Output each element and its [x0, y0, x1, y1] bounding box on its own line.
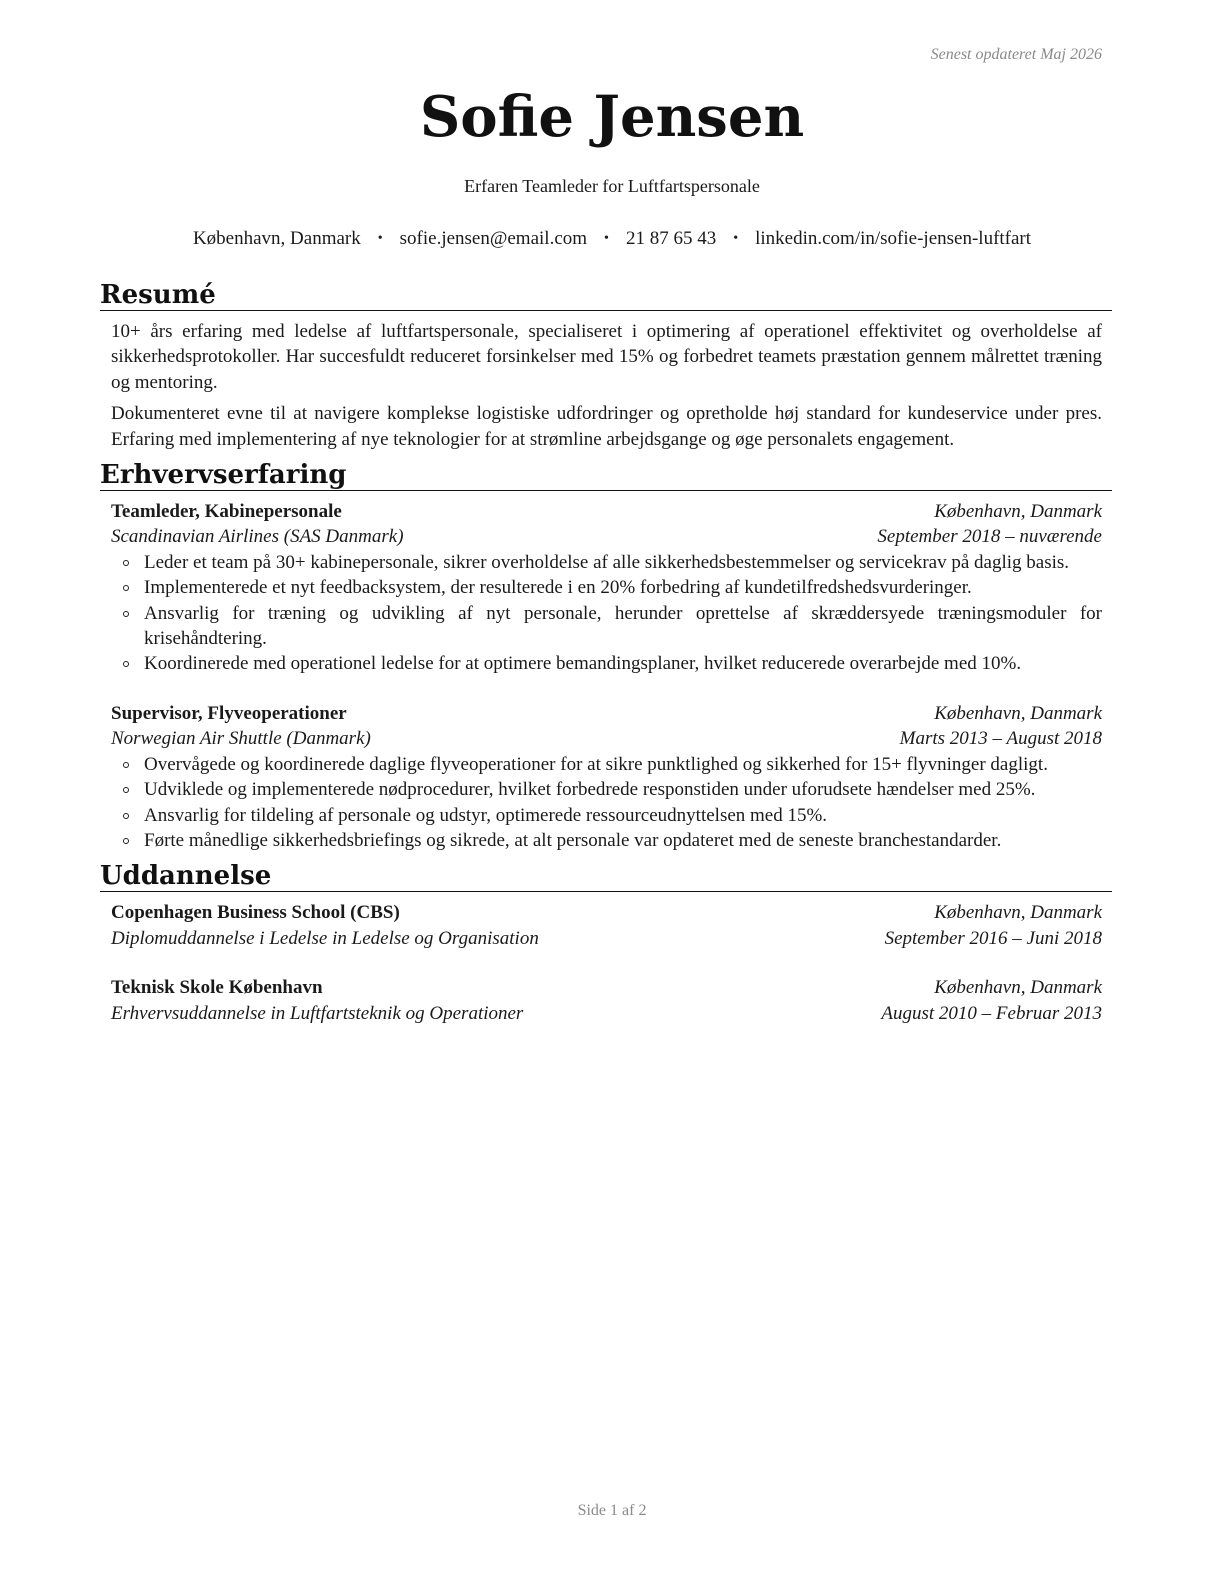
- bullet-item: Ansvarlig for tildeling af personale og udstyr, optimerede ressourceudnyttelsen med 15%.: [144, 803, 1102, 828]
- bullet-item: Ansvarlig for træning og udvikling af nyt personale, herunder oprettelse af skræddersyede træningsmoduler for krisehåndtering.: [144, 601, 1102, 652]
- job-bullets: [111, 550, 1102, 677]
- job-dates: September 2018 – nuværende: [877, 526, 1102, 548]
- last-updated: Senest opdateret Maj 2026: [930, 46, 1102, 63]
- contact-separator: •: [733, 231, 739, 246]
- school-name: Teknisk Skole København: [111, 977, 323, 999]
- page-number: Side 1 af 2: [577, 1502, 647, 1519]
- bullet-item: Implementerede et nyt feedbacksystem, der resulterede i en 20% forbedring af kundetilfredshedsvurderinger.: [144, 575, 1102, 600]
- school-location: København, Danmark: [934, 902, 1102, 924]
- bullet-item: Udviklede og implementerede nødprocedurer, hvilket forbedrede responstiden under uforudsete hændelser med 25%.: [144, 777, 1102, 802]
- contact-separator: •: [377, 231, 383, 246]
- resume-content: [100, 280, 1112, 1026]
- job-location: København, Danmark: [934, 702, 1102, 724]
- job-location: København, Danmark: [934, 501, 1102, 523]
- job-title: Teamleder, Kabinepersonale: [111, 501, 342, 523]
- education-entry: [111, 975, 1102, 1026]
- education-entry: [111, 900, 1102, 951]
- degree-name: Erhvervsuddannelse in Luftfartsteknik og Operationer: [111, 1002, 524, 1024]
- school-location: København, Danmark: [934, 977, 1102, 999]
- bullet-item: Leder et team på 30+ kabinepersonale, sikrer overholdelse af alle sikkerhedsbestemmelser og servicekrav på daglig basis.: [144, 550, 1102, 575]
- experience-entry: [111, 701, 1102, 853]
- experience-section: [100, 499, 1112, 853]
- summary-paragraph: 10+ års erfaring med ledelse af luftfartspersonale, specialiseret i optimering af operationel effektivitet og overholdelse af sikkerhedsprotokoller. Har succesfuldt reduceret forsinkelser med 15% og forbedret teamets præstation gennem målrettet træning og mentoring.: [111, 321, 1102, 393]
- contact-separator: •: [604, 231, 609, 246]
- summary-paragraph: Dokumenteret evne til at navigere komplekse logistiske udfordringer og opretholde høj standard for kundeservice under pres. Erfaring med implementering af nye teknologier for at strømline arbejdsgange og øge personalets engagement.: [111, 403, 1102, 450]
- job-bullets: [111, 752, 1102, 854]
- school-name: Copenhagen Business School (CBS): [111, 902, 400, 924]
- job-title: Supervisor, Flyveoperationer: [111, 702, 347, 724]
- bullet-item: Koordinerede med operationel ledelse for at optimere bemandingsplaner, hvilket reducerede overarbejde med 10%.: [144, 651, 1102, 676]
- contact-linkedin[interactable]: linkedin.com/in/sofie-jensen-luftfart: [755, 228, 1032, 249]
- section-title-experience: Erhvervserfaring: [100, 460, 1112, 491]
- education-section: [100, 900, 1112, 1026]
- job-dates: Marts 2013 – August 2018: [899, 728, 1102, 750]
- bullet-item: Førte månedlige sikkerhedsbriefings og sikrede, at alt personale var opdateret med de seneste branchestandarder.: [144, 828, 1102, 853]
- education-dates: August 2010 – Februar 2013: [881, 1002, 1102, 1024]
- section-title-education: Uddannelse: [100, 861, 1112, 892]
- candidate-headline: Erfaren Teamleder for Luftfartspersonale: [464, 176, 760, 196]
- contact-line: [0, 228, 1224, 250]
- contact-phone[interactable]: 21 87 65 43: [625, 228, 717, 249]
- job-employer: Norwegian Air Shuttle (Danmark): [111, 728, 371, 750]
- candidate-name: Sofie Jensen: [419, 84, 805, 150]
- bullet-item: Overvågede og koordinerede daglige flyveoperationer for at sikre punktlighed og sikkerhed for 15+ flyvninger dagligt.: [144, 752, 1102, 777]
- contact-email[interactable]: sofie.jensen@email.com: [399, 228, 588, 249]
- section-title-summary: Resumé: [100, 280, 1112, 311]
- education-dates: September 2016 – Juni 2018: [884, 927, 1102, 949]
- summary-section: [100, 319, 1112, 452]
- experience-entry: [111, 499, 1102, 677]
- degree-name: Diplomuddannelse i Ledelse in Ledelse og Organisation: [111, 927, 539, 949]
- contact-location: København, Danmark: [192, 228, 361, 249]
- job-employer: Scandinavian Airlines (SAS Danmark): [111, 526, 404, 548]
